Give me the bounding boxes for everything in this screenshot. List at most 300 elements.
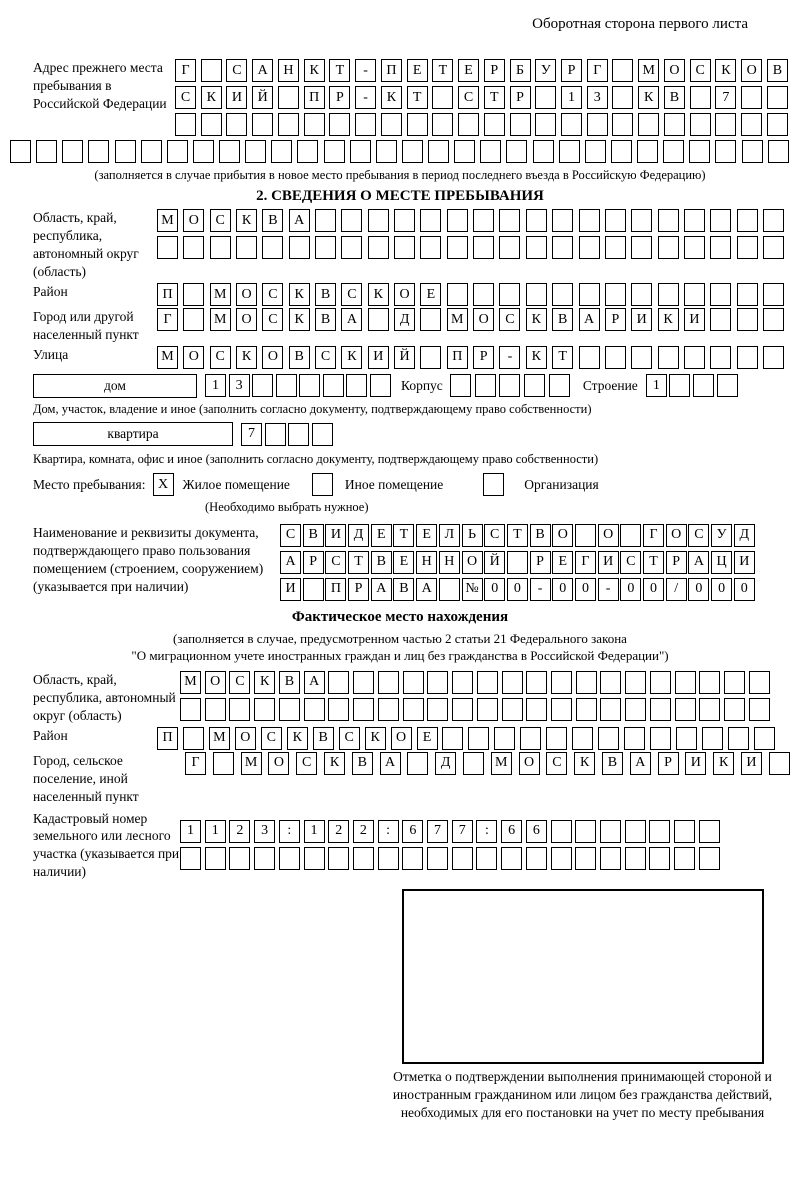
- char-box[interactable]: [341, 236, 362, 259]
- char-box[interactable]: С: [339, 727, 360, 750]
- char-box[interactable]: [473, 236, 494, 259]
- char-box[interactable]: [502, 671, 523, 694]
- char-box[interactable]: [262, 236, 283, 259]
- char-box[interactable]: О: [741, 59, 762, 82]
- char-box[interactable]: -: [499, 346, 520, 369]
- char-box[interactable]: К: [526, 308, 547, 331]
- char-box[interactable]: [346, 374, 367, 397]
- char-box[interactable]: [769, 752, 790, 775]
- char-box[interactable]: А: [252, 59, 273, 82]
- char-box[interactable]: [510, 113, 531, 136]
- char-box[interactable]: Б: [510, 59, 531, 82]
- char-box[interactable]: [526, 847, 547, 870]
- char-box[interactable]: №: [462, 578, 483, 601]
- char-box[interactable]: О: [462, 551, 483, 574]
- char-box[interactable]: [631, 236, 652, 259]
- char-box[interactable]: [229, 847, 250, 870]
- char-box[interactable]: М: [638, 59, 659, 82]
- char-box[interactable]: А: [416, 578, 437, 601]
- char-box[interactable]: [551, 820, 572, 843]
- char-box[interactable]: П: [157, 283, 178, 306]
- char-box[interactable]: [658, 346, 679, 369]
- char-box[interactable]: Ц: [711, 551, 732, 574]
- char-box[interactable]: Д: [435, 752, 456, 775]
- char-box[interactable]: [219, 140, 240, 163]
- char-box[interactable]: [710, 346, 731, 369]
- char-box[interactable]: [763, 236, 784, 259]
- char-box[interactable]: 0: [552, 578, 573, 601]
- char-box[interactable]: [612, 59, 633, 82]
- char-box[interactable]: [625, 847, 646, 870]
- char-box[interactable]: [715, 113, 736, 136]
- char-box[interactable]: [304, 698, 325, 721]
- char-box[interactable]: Р: [561, 59, 582, 82]
- char-box[interactable]: С: [690, 59, 711, 82]
- char-box[interactable]: [452, 698, 473, 721]
- char-box[interactable]: [741, 113, 762, 136]
- char-box[interactable]: 3: [254, 820, 275, 843]
- char-box[interactable]: [180, 698, 201, 721]
- char-box[interactable]: С: [226, 59, 247, 82]
- char-box[interactable]: [476, 847, 497, 870]
- char-box[interactable]: 0: [575, 578, 596, 601]
- char-box[interactable]: К: [365, 727, 386, 750]
- char-box[interactable]: И: [741, 752, 762, 775]
- char-box[interactable]: [533, 140, 554, 163]
- char-box[interactable]: [598, 727, 619, 750]
- char-box[interactable]: С: [175, 86, 196, 109]
- char-box[interactable]: [579, 283, 600, 306]
- char-box[interactable]: К: [254, 671, 275, 694]
- char-box[interactable]: [447, 236, 468, 259]
- char-box[interactable]: [676, 727, 697, 750]
- char-box[interactable]: [526, 671, 547, 694]
- char-box[interactable]: [572, 727, 593, 750]
- char-box[interactable]: [403, 671, 424, 694]
- char-box[interactable]: В: [303, 524, 324, 547]
- char-box[interactable]: [551, 698, 572, 721]
- char-box[interactable]: Т: [407, 86, 428, 109]
- char-box[interactable]: 3: [229, 374, 250, 397]
- char-box[interactable]: [650, 671, 671, 694]
- char-box[interactable]: [506, 140, 527, 163]
- char-box[interactable]: [575, 847, 596, 870]
- char-box[interactable]: [10, 140, 31, 163]
- char-box[interactable]: И: [325, 524, 346, 547]
- char-box[interactable]: Р: [473, 346, 494, 369]
- char-box[interactable]: [624, 727, 645, 750]
- char-box[interactable]: [576, 671, 597, 694]
- char-box[interactable]: [724, 698, 745, 721]
- char-box[interactable]: И: [280, 578, 301, 601]
- char-box[interactable]: Т: [507, 524, 528, 547]
- char-box[interactable]: А: [630, 752, 651, 775]
- char-box[interactable]: Т: [329, 59, 350, 82]
- char-box[interactable]: Р: [510, 86, 531, 109]
- char-box[interactable]: К: [201, 86, 222, 109]
- char-box[interactable]: [507, 551, 528, 574]
- char-box[interactable]: У: [535, 59, 556, 82]
- char-box[interactable]: [693, 374, 714, 397]
- char-box[interactable]: [205, 698, 226, 721]
- char-box[interactable]: Н: [439, 551, 460, 574]
- char-box[interactable]: [355, 113, 376, 136]
- char-box[interactable]: [650, 727, 671, 750]
- char-box[interactable]: П: [447, 346, 468, 369]
- char-box[interactable]: 0: [620, 578, 641, 601]
- char-box[interactable]: Е: [458, 59, 479, 82]
- char-box[interactable]: А: [304, 671, 325, 694]
- char-box[interactable]: [710, 308, 731, 331]
- char-box[interactable]: [402, 847, 423, 870]
- char-box[interactable]: 0: [688, 578, 709, 601]
- char-box[interactable]: [579, 209, 600, 232]
- char-box[interactable]: О: [205, 671, 226, 694]
- char-box[interactable]: [442, 727, 463, 750]
- char-box[interactable]: В: [602, 752, 623, 775]
- char-box[interactable]: [576, 698, 597, 721]
- char-box[interactable]: [605, 283, 626, 306]
- char-box[interactable]: [288, 423, 309, 446]
- char-box[interactable]: :: [476, 820, 497, 843]
- char-box[interactable]: В: [767, 59, 788, 82]
- char-box[interactable]: О: [666, 524, 687, 547]
- char-box[interactable]: А: [380, 752, 401, 775]
- char-box[interactable]: [201, 59, 222, 82]
- char-box[interactable]: [447, 209, 468, 232]
- char-box[interactable]: [328, 847, 349, 870]
- char-box[interactable]: С: [296, 752, 317, 775]
- char-box[interactable]: [368, 308, 389, 331]
- char-box[interactable]: П: [381, 59, 402, 82]
- char-box[interactable]: В: [262, 209, 283, 232]
- char-box[interactable]: К: [658, 308, 679, 331]
- char-box[interactable]: [88, 140, 109, 163]
- char-box[interactable]: [749, 671, 770, 694]
- char-box[interactable]: [587, 113, 608, 136]
- char-box[interactable]: К: [287, 727, 308, 750]
- char-box[interactable]: В: [289, 346, 310, 369]
- char-box[interactable]: [675, 698, 696, 721]
- char-box[interactable]: [458, 113, 479, 136]
- char-box[interactable]: [427, 698, 448, 721]
- char-box[interactable]: О: [664, 59, 685, 82]
- char-box[interactable]: М: [241, 752, 262, 775]
- char-box[interactable]: [600, 820, 621, 843]
- char-box[interactable]: [737, 209, 758, 232]
- char-box[interactable]: -: [598, 578, 619, 601]
- char-box[interactable]: Г: [175, 59, 196, 82]
- char-box[interactable]: [353, 847, 374, 870]
- char-box[interactable]: [658, 236, 679, 259]
- char-box[interactable]: Е: [420, 283, 441, 306]
- char-box[interactable]: [439, 578, 460, 601]
- char-box[interactable]: [585, 140, 606, 163]
- char-box[interactable]: К: [526, 346, 547, 369]
- char-box[interactable]: 3: [587, 86, 608, 109]
- char-box[interactable]: [526, 236, 547, 259]
- char-box[interactable]: К: [236, 346, 257, 369]
- char-box[interactable]: С: [210, 209, 231, 232]
- char-box[interactable]: [378, 671, 399, 694]
- char-box[interactable]: [210, 236, 231, 259]
- char-box[interactable]: [717, 374, 738, 397]
- char-box[interactable]: [499, 283, 520, 306]
- char-box[interactable]: Т: [484, 86, 505, 109]
- char-box[interactable]: [552, 236, 573, 259]
- char-box[interactable]: [763, 346, 784, 369]
- char-box[interactable]: К: [638, 86, 659, 109]
- char-box[interactable]: С: [546, 752, 567, 775]
- char-box[interactable]: К: [324, 752, 345, 775]
- char-box[interactable]: 0: [507, 578, 528, 601]
- char-box[interactable]: О: [236, 308, 257, 331]
- char-box[interactable]: К: [304, 59, 325, 82]
- char-box[interactable]: 7: [241, 423, 262, 446]
- char-box[interactable]: Р: [605, 308, 626, 331]
- char-box[interactable]: [737, 346, 758, 369]
- char-box[interactable]: [403, 698, 424, 721]
- char-box[interactable]: 0: [484, 578, 505, 601]
- char-box[interactable]: [728, 727, 749, 750]
- char-box[interactable]: 2: [353, 820, 374, 843]
- char-box[interactable]: [737, 308, 758, 331]
- char-box[interactable]: [312, 423, 333, 446]
- char-box[interactable]: В: [315, 308, 336, 331]
- char-box[interactable]: 2: [229, 820, 250, 843]
- char-box[interactable]: 7: [452, 820, 473, 843]
- char-box[interactable]: Н: [416, 551, 437, 574]
- char-box[interactable]: [454, 140, 475, 163]
- char-box[interactable]: [299, 374, 320, 397]
- char-box[interactable]: 6: [501, 820, 522, 843]
- char-box[interactable]: [526, 209, 547, 232]
- char-box[interactable]: О: [235, 727, 256, 750]
- char-box[interactable]: [625, 698, 646, 721]
- char-box[interactable]: [402, 140, 423, 163]
- char-box[interactable]: -: [530, 578, 551, 601]
- char-box[interactable]: [245, 140, 266, 163]
- char-box[interactable]: М: [210, 308, 231, 331]
- char-box[interactable]: Р: [658, 752, 679, 775]
- char-box[interactable]: В: [664, 86, 685, 109]
- char-box[interactable]: М: [157, 346, 178, 369]
- char-box[interactable]: [157, 236, 178, 259]
- char-box[interactable]: [551, 671, 572, 694]
- char-box[interactable]: [297, 140, 318, 163]
- char-box[interactable]: К: [368, 283, 389, 306]
- char-box[interactable]: [684, 283, 705, 306]
- char-box[interactable]: С: [229, 671, 250, 694]
- char-box[interactable]: [432, 86, 453, 109]
- char-box[interactable]: :: [378, 820, 399, 843]
- char-box[interactable]: Н: [278, 59, 299, 82]
- char-box[interactable]: 7: [715, 86, 736, 109]
- char-box[interactable]: [499, 236, 520, 259]
- char-box[interactable]: М: [491, 752, 512, 775]
- char-box[interactable]: С: [458, 86, 479, 109]
- char-box[interactable]: О: [519, 752, 540, 775]
- char-box[interactable]: О: [183, 209, 204, 232]
- char-box[interactable]: 1: [646, 374, 667, 397]
- char-box[interactable]: [353, 698, 374, 721]
- char-box[interactable]: А: [371, 578, 392, 601]
- char-box[interactable]: [265, 423, 286, 446]
- char-box[interactable]: Г: [643, 524, 664, 547]
- char-box[interactable]: Д: [348, 524, 369, 547]
- char-box[interactable]: [699, 820, 720, 843]
- char-box[interactable]: С: [499, 308, 520, 331]
- char-box[interactable]: [502, 698, 523, 721]
- char-box[interactable]: К: [236, 209, 257, 232]
- char-box[interactable]: [600, 698, 621, 721]
- char-box[interactable]: И: [684, 308, 705, 331]
- char-box[interactable]: Е: [417, 727, 438, 750]
- char-box[interactable]: [535, 86, 556, 109]
- char-box[interactable]: Г: [587, 59, 608, 82]
- char-box[interactable]: [473, 283, 494, 306]
- char-box[interactable]: [420, 308, 441, 331]
- char-box[interactable]: [690, 86, 711, 109]
- char-box[interactable]: [684, 236, 705, 259]
- char-box[interactable]: [658, 283, 679, 306]
- char-box[interactable]: [699, 847, 720, 870]
- char-box[interactable]: [605, 346, 626, 369]
- char-box[interactable]: Т: [432, 59, 453, 82]
- char-box[interactable]: [473, 209, 494, 232]
- char-box[interactable]: [278, 86, 299, 109]
- char-box[interactable]: П: [325, 578, 346, 601]
- char-box[interactable]: [674, 820, 695, 843]
- char-box[interactable]: [350, 140, 371, 163]
- char-box[interactable]: Е: [371, 524, 392, 547]
- char-box[interactable]: Г: [185, 752, 206, 775]
- char-box[interactable]: В: [315, 283, 336, 306]
- char-box[interactable]: А: [289, 209, 310, 232]
- char-box[interactable]: 0: [643, 578, 664, 601]
- char-box[interactable]: [193, 140, 214, 163]
- char-box[interactable]: [499, 209, 520, 232]
- char-box[interactable]: О: [598, 524, 619, 547]
- char-box[interactable]: [526, 698, 547, 721]
- char-box[interactable]: [328, 671, 349, 694]
- char-box[interactable]: [271, 140, 292, 163]
- char-box[interactable]: [763, 283, 784, 306]
- char-box[interactable]: [420, 346, 441, 369]
- char-box[interactable]: [631, 346, 652, 369]
- char-box[interactable]: [420, 236, 441, 259]
- char-box[interactable]: [484, 113, 505, 136]
- char-box[interactable]: Е: [552, 551, 573, 574]
- char-box[interactable]: Й: [484, 551, 505, 574]
- char-box[interactable]: Л: [439, 524, 460, 547]
- char-box[interactable]: О: [552, 524, 573, 547]
- char-box[interactable]: Ь: [462, 524, 483, 547]
- char-box[interactable]: [637, 140, 658, 163]
- char-box[interactable]: В: [313, 727, 334, 750]
- char-box[interactable]: Г: [157, 308, 178, 331]
- char-box[interactable]: [324, 140, 345, 163]
- char-box[interactable]: [575, 820, 596, 843]
- char-box[interactable]: [649, 820, 670, 843]
- char-box[interactable]: М: [210, 283, 231, 306]
- char-box[interactable]: [428, 140, 449, 163]
- char-box[interactable]: [376, 140, 397, 163]
- char-box[interactable]: О: [268, 752, 289, 775]
- char-box[interactable]: [501, 847, 522, 870]
- char-box[interactable]: [183, 308, 204, 331]
- char-box[interactable]: Т: [348, 551, 369, 574]
- char-box[interactable]: -: [355, 86, 376, 109]
- char-box[interactable]: С: [620, 551, 641, 574]
- char-box[interactable]: [323, 374, 344, 397]
- char-box[interactable]: [483, 473, 504, 496]
- char-box[interactable]: [768, 140, 789, 163]
- char-box[interactable]: [477, 698, 498, 721]
- char-box[interactable]: [763, 209, 784, 232]
- char-box[interactable]: Т: [552, 346, 573, 369]
- char-box[interactable]: [710, 236, 731, 259]
- char-box[interactable]: [749, 698, 770, 721]
- char-box[interactable]: [763, 308, 784, 331]
- char-box[interactable]: [236, 236, 257, 259]
- char-box[interactable]: [368, 209, 389, 232]
- char-box[interactable]: С: [484, 524, 505, 547]
- char-box[interactable]: А: [280, 551, 301, 574]
- char-box[interactable]: [684, 346, 705, 369]
- char-box[interactable]: [254, 847, 275, 870]
- char-box[interactable]: 7: [427, 820, 448, 843]
- char-box[interactable]: К: [713, 752, 734, 775]
- char-box[interactable]: [605, 209, 626, 232]
- char-box[interactable]: С: [341, 283, 362, 306]
- char-box[interactable]: 0: [734, 578, 755, 601]
- char-box[interactable]: 6: [402, 820, 423, 843]
- char-box[interactable]: [535, 113, 556, 136]
- char-box[interactable]: [675, 671, 696, 694]
- char-box[interactable]: [353, 671, 374, 694]
- char-box[interactable]: [328, 698, 349, 721]
- char-box[interactable]: С: [280, 524, 301, 547]
- char-box[interactable]: С: [261, 727, 282, 750]
- char-box[interactable]: [549, 374, 570, 397]
- char-box[interactable]: [552, 209, 573, 232]
- char-box[interactable]: Й: [252, 86, 273, 109]
- char-box[interactable]: Г: [575, 551, 596, 574]
- char-box[interactable]: [742, 140, 763, 163]
- char-box[interactable]: [432, 113, 453, 136]
- char-box[interactable]: [167, 140, 188, 163]
- char-box[interactable]: [175, 113, 196, 136]
- char-box[interactable]: М: [157, 209, 178, 232]
- char-box[interactable]: [180, 847, 201, 870]
- char-box[interactable]: [767, 113, 788, 136]
- char-box[interactable]: [551, 847, 572, 870]
- char-box[interactable]: [394, 236, 415, 259]
- char-box[interactable]: [559, 140, 580, 163]
- char-box[interactable]: /: [666, 578, 687, 601]
- char-box[interactable]: [600, 847, 621, 870]
- char-box[interactable]: [520, 727, 541, 750]
- char-box[interactable]: [62, 140, 83, 163]
- char-box[interactable]: 1: [561, 86, 582, 109]
- char-box[interactable]: [141, 140, 162, 163]
- char-box[interactable]: Т: [643, 551, 664, 574]
- char-box[interactable]: [278, 113, 299, 136]
- char-box[interactable]: К: [289, 283, 310, 306]
- char-box[interactable]: С: [688, 524, 709, 547]
- char-box[interactable]: Е: [416, 524, 437, 547]
